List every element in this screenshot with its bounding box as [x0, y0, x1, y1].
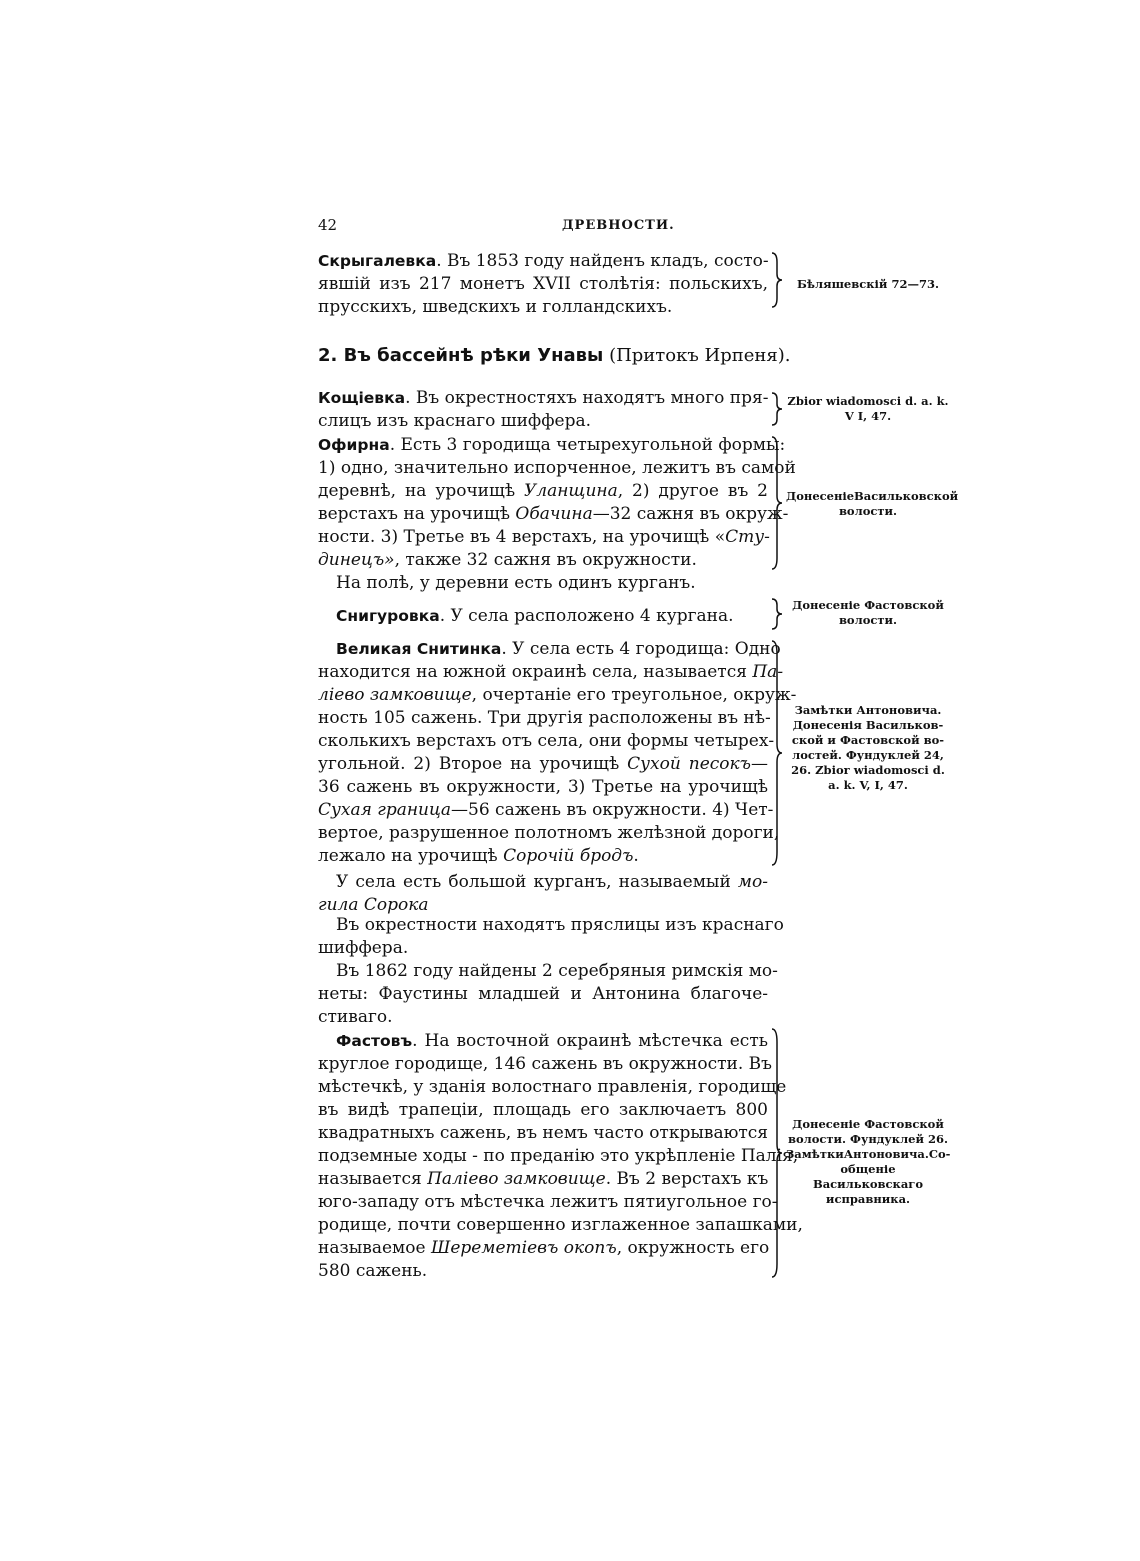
- entry-line: На полѣ, у деревни есть одинъ курганъ.: [336, 573, 696, 593]
- entry-line: 580 сажень.: [318, 1261, 428, 1281]
- entry-name: Великая Снитинка: [336, 640, 502, 658]
- entry-line: родище, почти совершенно изглаженное запашками,: [318, 1215, 803, 1235]
- entry-line: У села есть большой курганъ, называемый мо-: [336, 872, 768, 892]
- entry-name: Кощіевка: [318, 389, 406, 407]
- entry-line: Великая Снитинка. У села есть 4 городища: Одно: [336, 639, 781, 659]
- brace: [768, 598, 784, 630]
- entry-line: ліево замковище, очертаніе его треугольное, окруж-: [318, 685, 797, 705]
- entry-line: круглое городище, 146 сажень въ окружности. Въ: [318, 1054, 772, 1074]
- entry-name: Офирна: [318, 436, 390, 454]
- entry-line: динецъ», также 32 сажня въ окружности.: [318, 550, 697, 570]
- source-note: Zbior wiadomosci d. a. k. V I, 47.: [787, 394, 949, 423]
- entry-line: стиваго.: [318, 1007, 393, 1027]
- entry-line: Фастовъ. На восточной окраинѣ мѣстечка есть: [336, 1031, 768, 1051]
- entry-line: шиффера.: [318, 938, 409, 958]
- page-number: 42: [318, 216, 338, 234]
- entry-line: лежало на урочищѣ Сорочій бродъ.: [318, 846, 639, 866]
- entry-line: вертое, разрушенное полотномъ желѣзной дороги,: [318, 823, 780, 843]
- entry-line: слицъ изъ краснаго шиффера.: [318, 411, 592, 431]
- entry-line: Въ окрестности находятъ пряслицы изъ краснаго: [336, 915, 784, 935]
- source-note: Замѣтки Антоновича. Донесенія Васильковской и Фастовской волостей. Фундуклей 24, 26. Zbior wiadomosci d. a. k. V, I, 47.: [791, 703, 945, 792]
- source-note: Бѣляшевскій 72—73.: [797, 277, 939, 291]
- brace: [768, 640, 784, 866]
- entry-line: гила Сорока: [318, 895, 429, 915]
- entry-line: Въ 1862 году найдены 2 серебряныя римскія мо-: [336, 961, 778, 981]
- entry-line: Кощіевка. Въ окрестностяхъ находятъ много пря-: [318, 388, 769, 408]
- entry-line: ности. 3) Третье въ 4 верстахъ, на урочищѣ «Сту-: [318, 527, 770, 547]
- entry-line: прусскихъ, шведскихъ и голландскихъ.: [318, 297, 673, 317]
- entry-line: 36 сажень въ окружности, 3) Третье на урочищѣ: [318, 777, 768, 797]
- entry-line: сколькихъ верстахъ отъ села, они формы четырех-: [318, 731, 775, 751]
- entry-line: ность 105 сажень. Три другія расположены въ нѣ-: [318, 708, 771, 728]
- entry-line: верстахъ на урочищѣ Обачина—32 сажня въ окруж-: [318, 504, 789, 524]
- entry-line: неты: Фаустины младшей и Антонина благоче-: [318, 984, 768, 1004]
- entry-line: Снигуровка. У села расположено 4 кургана.: [336, 606, 734, 626]
- entry-line: Офирна. Есть 3 городища четырехугольной формы:: [318, 435, 786, 455]
- entry-line: Скрыгалевка. Въ 1853 году найденъ кладъ, состо-: [318, 251, 769, 271]
- entry-line: квадратныхъ сажень, въ немъ часто открываются: [318, 1123, 769, 1143]
- entry-line: 1) одно, значительно испорченное, лежитъ въ самой: [318, 458, 796, 478]
- entry-line: деревнѣ, на урочищѣ Уланщина, 2) другое въ 2: [318, 481, 768, 501]
- entry-line: юго-западу отъ мѣстечка лежитъ пятиугольное го-: [318, 1192, 778, 1212]
- entry-line: мѣстечкѣ, у зданія волостнаго правленія, городище: [318, 1077, 787, 1097]
- brace: [768, 1028, 784, 1278]
- entry-name: Фастовъ: [336, 1032, 413, 1050]
- entry-line: въ видѣ трапеціи, площадь его заключаетъ 800: [318, 1100, 768, 1120]
- entry-line: подземные ходы - по преданію это укрѣпленіе Палія,: [318, 1146, 799, 1166]
- entry-line: явшій изъ 217 монетъ XVII столѣтія: польскихъ,: [318, 274, 768, 294]
- source-note: Донесеніе Фастовской волости.: [792, 598, 944, 627]
- entry-line: угольной. 2) Второе на урочищѣ Сухой песокъ—: [318, 754, 768, 774]
- entry-line: называемое Шереметіевъ окопъ, окружность его: [318, 1238, 770, 1258]
- entry-name: Скрыгалевка: [318, 252, 437, 270]
- source-note: ДонесеніеВасильковской волости.: [786, 489, 959, 518]
- brace: [768, 392, 784, 426]
- source-note: Донесеніе Фастовской волости. Фундуклей 26. ЗамѣткиАнтоновича.Сообщеніе Васильковскаго исправника.: [786, 1117, 951, 1206]
- section-heading: 2. Въ бассейнѣ рѣки Унавы (Притокъ Ирпеня).: [318, 345, 791, 366]
- entry-line: Сухая граница—56 сажень въ окружности. 4) Чет-: [318, 800, 774, 820]
- brace: [768, 436, 784, 570]
- entry-line: называется Паліево замковище. Въ 2 верстахъ къ: [318, 1169, 769, 1189]
- entry-name: Снигуровка: [336, 607, 440, 625]
- running-title: ДРЕВНОСТИ.: [562, 218, 675, 233]
- brace: [768, 252, 784, 308]
- entry-line: находится на южной окраинѣ села, называется Па-: [318, 662, 784, 682]
